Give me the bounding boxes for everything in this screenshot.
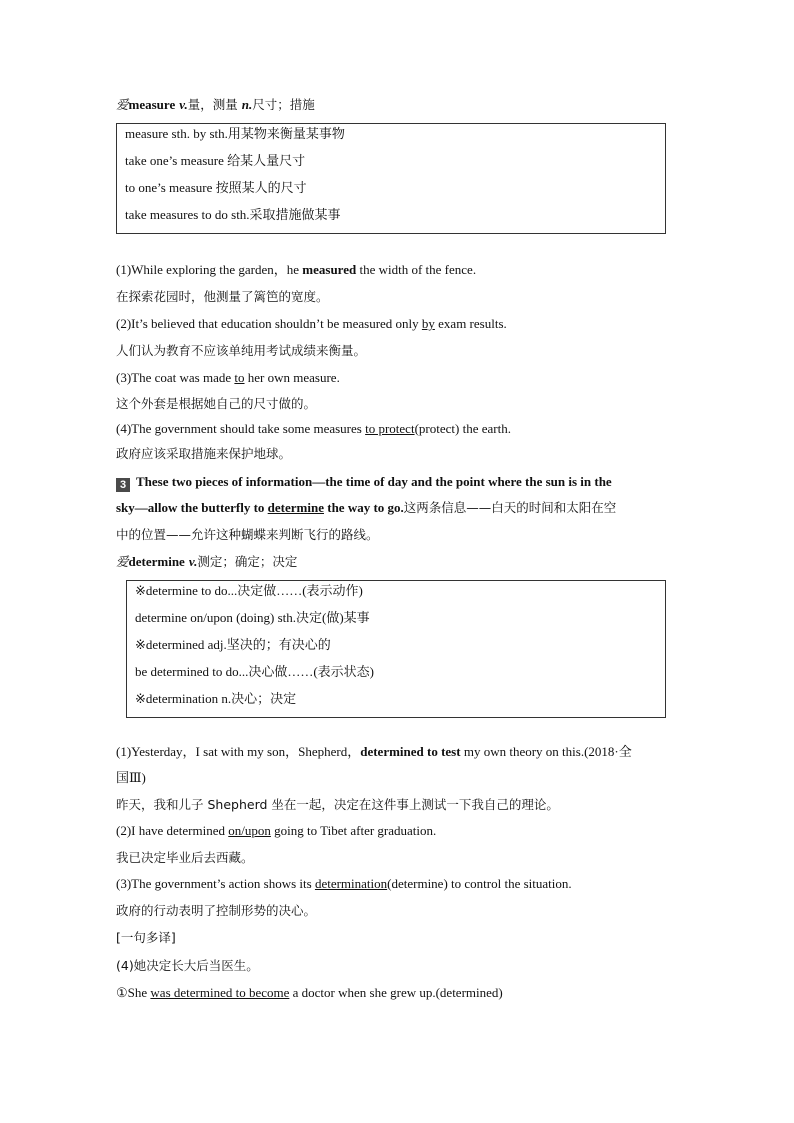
pos-label: n. — [241, 97, 253, 112]
example-text: ①She — [116, 985, 151, 1000]
example-source: 国Ⅲ) — [116, 770, 146, 785]
example-en — [116, 984, 503, 1002]
example-zh: 政府的行动表明了控制形势的决心。 — [116, 903, 317, 918]
usage-row: determine on/upon (doing) sth.决定(做)某事 — [135, 610, 370, 625]
pos-label: v. — [179, 97, 188, 112]
example-zh: 这个外套是根据她自己的尺寸做的。 — [116, 396, 317, 411]
example-text: (3)The coat was made — [116, 370, 235, 385]
usage-row: take measures to do sth.采取措施做某事 — [125, 207, 341, 222]
key-sentence-line — [116, 499, 616, 517]
example-text: (3)The government’s action shows its — [116, 876, 315, 891]
key-sentence-text: sky—allow the butterfly to — [116, 500, 268, 515]
pos-label: v. — [188, 554, 198, 569]
example-en — [116, 743, 632, 761]
bold-keyword: determined to test — [360, 744, 461, 759]
example-text: going to Tibet after graduation. — [270, 823, 437, 838]
measure-usage-box — [116, 123, 666, 234]
example-zh: 我已决定毕业后去西藏。 — [116, 850, 254, 865]
example-text: (1)While exploring the garden，he — [116, 262, 303, 277]
example-text: (1)Yesterday，I sat with my son，Shepherd， — [116, 744, 361, 759]
usage-row: take one’s measure 给某人量尺寸 — [125, 153, 306, 168]
head-word: determine — [128, 554, 185, 569]
example-text: (determine) to control the situation. — [387, 876, 572, 891]
example-zh: 昨天，我和儿子 Shepherd 坐在一起，决定在这件事上测试一下我自己的理论。 — [116, 797, 559, 812]
answer-blank: to protect — [365, 421, 415, 436]
example-zh: 人们认为教育不应该单纯用考试成绩来衡量。 — [116, 343, 367, 358]
example-text: my own theory on this.(2018·全 — [460, 744, 632, 759]
example-text: (protect) the earth. — [414, 421, 511, 436]
example-zh: 政府应该采取措施来保护地球。 — [116, 446, 292, 461]
measure-heading — [116, 96, 315, 114]
example-en — [116, 875, 572, 893]
key-sentence-text: the way to go. — [323, 500, 404, 515]
usage-row: ※determined adj.坚决的；有决心的 — [135, 637, 331, 652]
usage-row: measure sth. by sth.用某物来衡量某事物 — [125, 126, 345, 141]
example-text: her own measure. — [244, 370, 340, 385]
key-sentence-translation: 中的位置——允许这种蝴蝶来判断飞行的路线。 — [116, 527, 379, 542]
example-en — [116, 420, 511, 438]
example-en — [116, 369, 340, 387]
usage-row: to one’s measure 按照某人的尺寸 — [125, 180, 307, 195]
example-text: exam results. — [434, 316, 507, 331]
example-text: a doctor when she grew up.(determined) — [289, 985, 503, 1000]
answer-blank: determination — [314, 876, 388, 891]
love-icon: 爱 — [116, 554, 129, 569]
answer-blank: by — [421, 316, 435, 331]
usage-row: ※determination n.决心；决定 — [135, 691, 297, 706]
answer-blank: on/upon — [228, 823, 271, 838]
determine-heading — [116, 553, 297, 571]
love-icon: 爱 — [116, 97, 129, 112]
example-text: (4)The government should take some measures — [116, 421, 366, 436]
key-sentence-line — [116, 473, 612, 492]
multi-translation-title: [一句多译] — [116, 930, 176, 945]
example-zh: (4)她决定长大后当医生。 — [116, 958, 259, 973]
answer-blank: to — [234, 370, 245, 385]
usage-row: ※determine to do...决定做……(表示动作) — [135, 583, 363, 598]
item-number-badge: 3 — [116, 478, 130, 492]
example-text: (2)I have determined — [116, 823, 229, 838]
usage-row: be determined to do...决心做……(表示状态) — [135, 664, 375, 679]
determine-usage-box — [126, 580, 666, 718]
bold-keyword: measured — [302, 262, 357, 277]
gloss: 测定；确定；决定 — [197, 554, 298, 569]
example-en — [116, 261, 476, 279]
gloss: 尺寸；措施 — [252, 97, 315, 112]
example-en — [116, 315, 507, 333]
answer-blank: was determined to become — [150, 985, 290, 1000]
key-word: determine — [267, 500, 324, 515]
key-sentence-text: These two pieces of information—the time of day and the point where the sun is in the — [136, 474, 612, 489]
example-text: (2)It’s believed that education shouldn’t be measured only — [116, 316, 422, 331]
example-text: the width of the fence. — [356, 262, 477, 277]
example-en — [116, 822, 436, 840]
key-sentence-translation: 这两条信息——白天的时间和太阳在空 — [403, 500, 617, 515]
example-zh: 在探索花园时，他测量了篱笆的宽度。 — [116, 289, 329, 304]
head-word: measure — [128, 97, 176, 112]
gloss: 量，测量 — [187, 97, 238, 112]
